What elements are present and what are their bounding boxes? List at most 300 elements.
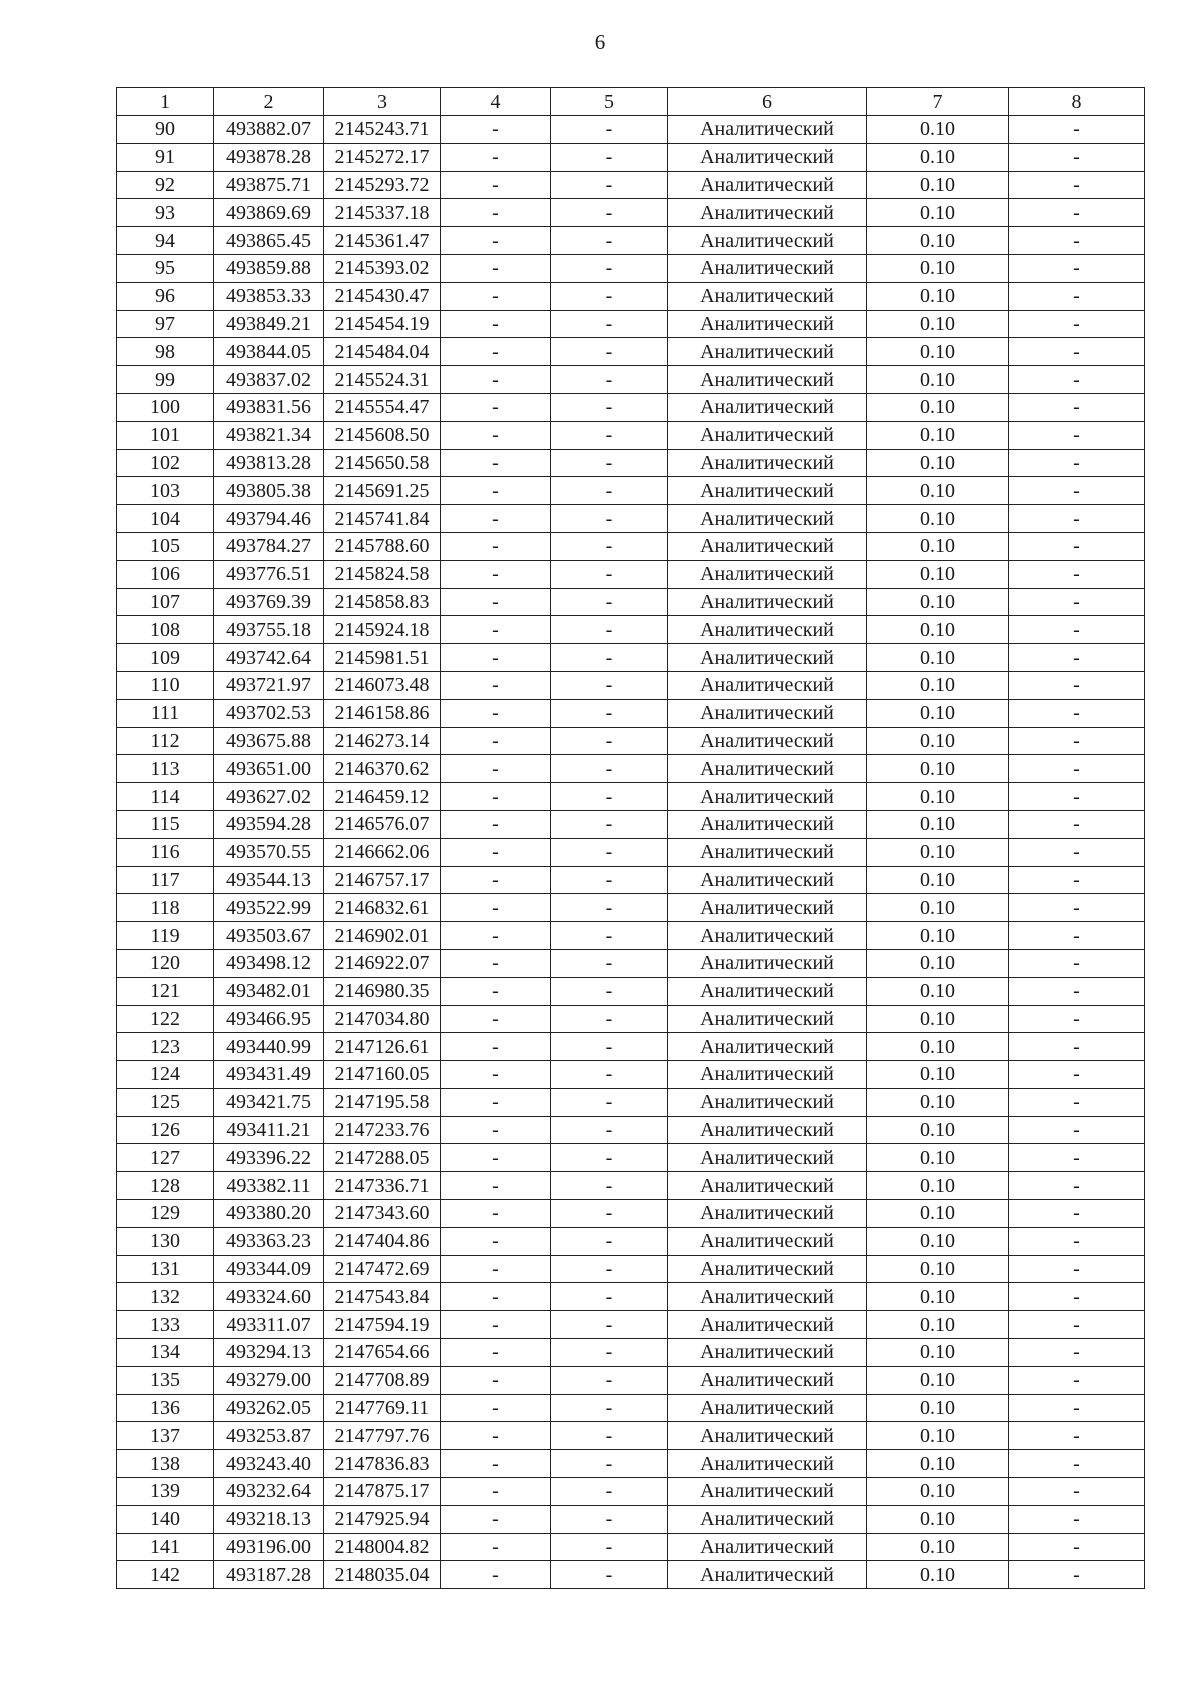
point-number-cell: 97 — [117, 310, 214, 338]
column-5-cell: - — [551, 366, 668, 394]
column-8-cell: - — [1009, 588, 1145, 616]
column-8-cell: - — [1009, 783, 1145, 811]
y-coordinate-cell: 2146757.17 — [324, 866, 441, 894]
accuracy-cell: 0.10 — [867, 616, 1009, 644]
column-8-cell: - — [1009, 505, 1145, 533]
table-row — [117, 310, 1145, 338]
column-4-cell: - — [441, 1200, 551, 1228]
method-cell: Аналитический — [668, 977, 867, 1005]
x-coordinate-cell: 493859.88 — [214, 254, 324, 282]
column-5-cell: - — [551, 171, 668, 199]
accuracy-cell: 0.10 — [867, 338, 1009, 366]
column-header-5: 5 — [551, 88, 668, 116]
column-5-cell: - — [551, 1061, 668, 1089]
column-5-cell: - — [551, 1005, 668, 1033]
x-coordinate-cell: 493503.67 — [214, 922, 324, 950]
column-5-cell: - — [551, 699, 668, 727]
accuracy-cell: 0.10 — [867, 1061, 1009, 1089]
method-cell: Аналитический — [668, 1561, 867, 1589]
column-8-cell: - — [1009, 171, 1145, 199]
table-row — [117, 116, 1145, 144]
x-coordinate-cell: 493805.38 — [214, 477, 324, 505]
table-row — [117, 254, 1145, 282]
accuracy-cell: 0.10 — [867, 699, 1009, 727]
accuracy-cell: 0.10 — [867, 254, 1009, 282]
table-row — [117, 1255, 1145, 1283]
y-coordinate-cell: 2147797.76 — [324, 1422, 441, 1450]
y-coordinate-cell: 2147925.94 — [324, 1505, 441, 1533]
accuracy-cell: 0.10 — [867, 671, 1009, 699]
column-5-cell: - — [551, 588, 668, 616]
column-8-cell: - — [1009, 644, 1145, 672]
table-row — [117, 143, 1145, 171]
column-4-cell: - — [441, 1450, 551, 1478]
table-row — [117, 366, 1145, 394]
y-coordinate-cell: 2145650.58 — [324, 449, 441, 477]
column-4-cell: - — [441, 1227, 551, 1255]
column-5-cell: - — [551, 143, 668, 171]
table-row — [117, 783, 1145, 811]
point-number-cell: 122 — [117, 1005, 214, 1033]
method-cell: Аналитический — [668, 254, 867, 282]
y-coordinate-cell: 2147654.66 — [324, 1339, 441, 1367]
y-coordinate-cell: 2146980.35 — [324, 977, 441, 1005]
method-cell: Аналитический — [668, 477, 867, 505]
table-row — [117, 171, 1145, 199]
x-coordinate-cell: 493702.53 — [214, 699, 324, 727]
y-coordinate-cell: 2146832.61 — [324, 894, 441, 922]
point-number-cell: 113 — [117, 755, 214, 783]
point-number-cell: 118 — [117, 894, 214, 922]
x-coordinate-cell: 493675.88 — [214, 727, 324, 755]
accuracy-cell: 0.10 — [867, 755, 1009, 783]
x-coordinate-cell: 493324.60 — [214, 1283, 324, 1311]
column-5-cell: - — [551, 810, 668, 838]
method-cell: Аналитический — [668, 282, 867, 310]
table-row — [117, 560, 1145, 588]
x-coordinate-cell: 493865.45 — [214, 227, 324, 255]
column-4-cell: - — [441, 1255, 551, 1283]
accuracy-cell: 0.10 — [867, 1394, 1009, 1422]
method-cell: Аналитический — [668, 1366, 867, 1394]
point-number-cell: 112 — [117, 727, 214, 755]
y-coordinate-cell: 2145243.71 — [324, 116, 441, 144]
accuracy-cell: 0.10 — [867, 1339, 1009, 1367]
method-cell: Аналитический — [668, 1450, 867, 1478]
column-header-8: 8 — [1009, 88, 1145, 116]
y-coordinate-cell: 2146158.86 — [324, 699, 441, 727]
column-4-cell: - — [441, 1172, 551, 1200]
column-8-cell: - — [1009, 1561, 1145, 1589]
point-number-cell: 98 — [117, 338, 214, 366]
point-number-cell: 142 — [117, 1561, 214, 1589]
column-5-cell: - — [551, 1505, 668, 1533]
method-cell: Аналитический — [668, 616, 867, 644]
column-4-cell: - — [441, 1088, 551, 1116]
point-number-cell: 96 — [117, 282, 214, 310]
column-8-cell: - — [1009, 1450, 1145, 1478]
method-cell: Аналитический — [668, 1505, 867, 1533]
column-8-cell: - — [1009, 1505, 1145, 1533]
column-5-cell: - — [551, 1311, 668, 1339]
x-coordinate-cell: 493382.11 — [214, 1172, 324, 1200]
x-coordinate-cell: 493431.49 — [214, 1061, 324, 1089]
column-8-cell: - — [1009, 1533, 1145, 1561]
table-row — [117, 727, 1145, 755]
y-coordinate-cell: 2145484.04 — [324, 338, 441, 366]
table-row — [117, 282, 1145, 310]
column-5-cell: - — [551, 894, 668, 922]
y-coordinate-cell: 2147836.83 — [324, 1450, 441, 1478]
column-5-cell: - — [551, 1394, 668, 1422]
column-5-cell: - — [551, 727, 668, 755]
point-number-cell: 125 — [117, 1088, 214, 1116]
x-coordinate-cell: 493311.07 — [214, 1311, 324, 1339]
accuracy-cell: 0.10 — [867, 1200, 1009, 1228]
column-5-cell: - — [551, 783, 668, 811]
column-4-cell: - — [441, 560, 551, 588]
point-number-cell: 111 — [117, 699, 214, 727]
accuracy-cell: 0.10 — [867, 449, 1009, 477]
x-coordinate-cell: 493498.12 — [214, 949, 324, 977]
column-5-cell: - — [551, 532, 668, 560]
table-row — [117, 1283, 1145, 1311]
column-5-cell: - — [551, 1144, 668, 1172]
column-5-cell: - — [551, 282, 668, 310]
point-number-cell: 123 — [117, 1033, 214, 1061]
point-number-cell: 126 — [117, 1116, 214, 1144]
method-cell: Аналитический — [668, 560, 867, 588]
header-row — [117, 88, 1145, 116]
column-4-cell: - — [441, 977, 551, 1005]
column-4-cell: - — [441, 1394, 551, 1422]
accuracy-cell: 0.10 — [867, 1033, 1009, 1061]
x-coordinate-cell: 493482.01 — [214, 977, 324, 1005]
y-coordinate-cell: 2145858.83 — [324, 588, 441, 616]
x-coordinate-cell: 493421.75 — [214, 1088, 324, 1116]
point-number-cell: 99 — [117, 366, 214, 394]
y-coordinate-cell: 2147875.17 — [324, 1478, 441, 1506]
method-cell: Аналитический — [668, 1478, 867, 1506]
x-coordinate-cell: 493380.20 — [214, 1200, 324, 1228]
table-row — [117, 755, 1145, 783]
y-coordinate-cell: 2148035.04 — [324, 1561, 441, 1589]
column-8-cell: - — [1009, 421, 1145, 449]
point-number-cell: 121 — [117, 977, 214, 1005]
column-8-cell: - — [1009, 1339, 1145, 1367]
table-row — [117, 1450, 1145, 1478]
point-number-cell: 104 — [117, 505, 214, 533]
column-5-cell: - — [551, 227, 668, 255]
point-number-cell: 131 — [117, 1255, 214, 1283]
x-coordinate-cell: 493594.28 — [214, 810, 324, 838]
x-coordinate-cell: 493243.40 — [214, 1450, 324, 1478]
table-row — [117, 1533, 1145, 1561]
column-header-6: 6 — [668, 88, 867, 116]
column-5-cell: - — [551, 449, 668, 477]
column-8-cell: - — [1009, 866, 1145, 894]
column-4-cell: - — [441, 671, 551, 699]
accuracy-cell: 0.10 — [867, 1311, 1009, 1339]
point-number-cell: 93 — [117, 199, 214, 227]
column-4-cell: - — [441, 532, 551, 560]
y-coordinate-cell: 2147343.60 — [324, 1200, 441, 1228]
column-8-cell: - — [1009, 616, 1145, 644]
table-row — [117, 1144, 1145, 1172]
method-cell: Аналитический — [668, 894, 867, 922]
point-number-cell: 132 — [117, 1283, 214, 1311]
accuracy-cell: 0.10 — [867, 505, 1009, 533]
accuracy-cell: 0.10 — [867, 588, 1009, 616]
column-5-cell: - — [551, 421, 668, 449]
table-row — [117, 477, 1145, 505]
y-coordinate-cell: 2146576.07 — [324, 810, 441, 838]
accuracy-cell: 0.10 — [867, 1283, 1009, 1311]
accuracy-cell: 0.10 — [867, 171, 1009, 199]
column-8-cell: - — [1009, 949, 1145, 977]
point-number-cell: 133 — [117, 1311, 214, 1339]
column-5-cell: - — [551, 949, 668, 977]
column-5-cell: - — [551, 338, 668, 366]
x-coordinate-cell: 493218.13 — [214, 1505, 324, 1533]
method-cell: Аналитический — [668, 1533, 867, 1561]
table-row — [117, 1005, 1145, 1033]
column-4-cell: - — [441, 727, 551, 755]
column-4-cell: - — [441, 699, 551, 727]
column-5-cell: - — [551, 116, 668, 144]
accuracy-cell: 0.10 — [867, 1366, 1009, 1394]
method-cell: Аналитический — [668, 1033, 867, 1061]
x-coordinate-cell: 493844.05 — [214, 338, 324, 366]
method-cell: Аналитический — [668, 644, 867, 672]
column-4-cell: - — [441, 477, 551, 505]
column-4-cell: - — [441, 616, 551, 644]
column-8-cell: - — [1009, 1311, 1145, 1339]
table-row — [117, 199, 1145, 227]
point-number-cell: 136 — [117, 1394, 214, 1422]
x-coordinate-cell: 493466.95 — [214, 1005, 324, 1033]
x-coordinate-cell: 493813.28 — [214, 449, 324, 477]
table-row — [117, 1116, 1145, 1144]
column-4-cell: - — [441, 171, 551, 199]
table-row — [117, 1422, 1145, 1450]
column-8-cell: - — [1009, 1422, 1145, 1450]
x-coordinate-cell: 493869.69 — [214, 199, 324, 227]
table-row — [117, 1088, 1145, 1116]
x-coordinate-cell: 493232.64 — [214, 1478, 324, 1506]
column-5-cell: - — [551, 1422, 668, 1450]
y-coordinate-cell: 2146073.48 — [324, 671, 441, 699]
table-header — [117, 88, 1145, 116]
table-row — [117, 227, 1145, 255]
table-row — [117, 449, 1145, 477]
y-coordinate-cell: 2145272.17 — [324, 143, 441, 171]
point-number-cell: 91 — [117, 143, 214, 171]
column-5-cell: - — [551, 1478, 668, 1506]
y-coordinate-cell: 2147288.05 — [324, 1144, 441, 1172]
y-coordinate-cell: 2146922.07 — [324, 949, 441, 977]
column-8-cell: - — [1009, 1394, 1145, 1422]
column-8-cell: - — [1009, 727, 1145, 755]
column-4-cell: - — [441, 199, 551, 227]
table-row — [117, 1505, 1145, 1533]
method-cell: Аналитический — [668, 810, 867, 838]
column-5-cell: - — [551, 755, 668, 783]
method-cell: Аналитический — [668, 421, 867, 449]
point-number-cell: 117 — [117, 866, 214, 894]
x-coordinate-cell: 493742.64 — [214, 644, 324, 672]
method-cell: Аналитический — [668, 1311, 867, 1339]
point-number-cell: 140 — [117, 1505, 214, 1533]
x-coordinate-cell: 493794.46 — [214, 505, 324, 533]
y-coordinate-cell: 2147594.19 — [324, 1311, 441, 1339]
table-row — [117, 1366, 1145, 1394]
y-coordinate-cell: 2145924.18 — [324, 616, 441, 644]
column-8-cell: - — [1009, 1200, 1145, 1228]
method-cell: Аналитический — [668, 171, 867, 199]
y-coordinate-cell: 2145361.47 — [324, 227, 441, 255]
column-5-cell: - — [551, 1172, 668, 1200]
point-number-cell: 124 — [117, 1061, 214, 1089]
method-cell: Аналитический — [668, 449, 867, 477]
point-number-cell: 116 — [117, 838, 214, 866]
table-row — [117, 810, 1145, 838]
column-5-cell: - — [551, 310, 668, 338]
column-8-cell: - — [1009, 1005, 1145, 1033]
method-cell: Аналитический — [668, 310, 867, 338]
table-row — [117, 1561, 1145, 1589]
column-8-cell: - — [1009, 1172, 1145, 1200]
point-number-cell: 129 — [117, 1200, 214, 1228]
accuracy-cell: 0.10 — [867, 116, 1009, 144]
x-coordinate-cell: 493363.23 — [214, 1227, 324, 1255]
column-5-cell: - — [551, 977, 668, 1005]
x-coordinate-cell: 493882.07 — [214, 116, 324, 144]
table-row — [117, 1478, 1145, 1506]
y-coordinate-cell: 2148004.82 — [324, 1533, 441, 1561]
y-coordinate-cell: 2145824.58 — [324, 560, 441, 588]
x-coordinate-cell: 493776.51 — [214, 560, 324, 588]
point-number-cell: 135 — [117, 1366, 214, 1394]
y-coordinate-cell: 2145337.18 — [324, 199, 441, 227]
x-coordinate-cell: 493411.21 — [214, 1116, 324, 1144]
x-coordinate-cell: 493849.21 — [214, 310, 324, 338]
point-number-cell: 130 — [117, 1227, 214, 1255]
table-row — [117, 699, 1145, 727]
y-coordinate-cell: 2145454.19 — [324, 310, 441, 338]
accuracy-cell: 0.10 — [867, 977, 1009, 1005]
column-4-cell: - — [441, 1505, 551, 1533]
y-coordinate-cell: 2147195.58 — [324, 1088, 441, 1116]
column-4-cell: - — [441, 143, 551, 171]
point-number-cell: 108 — [117, 616, 214, 644]
point-number-cell: 90 — [117, 116, 214, 144]
column-5-cell: - — [551, 560, 668, 588]
column-4-cell: - — [441, 338, 551, 366]
column-8-cell: - — [1009, 310, 1145, 338]
column-header-3: 3 — [324, 88, 441, 116]
y-coordinate-cell: 2145981.51 — [324, 644, 441, 672]
accuracy-cell: 0.10 — [867, 922, 1009, 950]
column-5-cell: - — [551, 671, 668, 699]
x-coordinate-cell: 493344.09 — [214, 1255, 324, 1283]
accuracy-cell: 0.10 — [867, 1561, 1009, 1589]
method-cell: Аналитический — [668, 1255, 867, 1283]
y-coordinate-cell: 2146370.62 — [324, 755, 441, 783]
column-4-cell: - — [441, 1061, 551, 1089]
accuracy-cell: 0.10 — [867, 421, 1009, 449]
y-coordinate-cell: 2147034.80 — [324, 1005, 441, 1033]
table-row — [117, 1227, 1145, 1255]
accuracy-cell: 0.10 — [867, 199, 1009, 227]
accuracy-cell: 0.10 — [867, 560, 1009, 588]
accuracy-cell: 0.10 — [867, 1172, 1009, 1200]
column-4-cell: - — [441, 1561, 551, 1589]
column-4-cell: - — [441, 116, 551, 144]
x-coordinate-cell: 493396.22 — [214, 1144, 324, 1172]
point-number-cell: 128 — [117, 1172, 214, 1200]
column-4-cell: - — [441, 366, 551, 394]
y-coordinate-cell: 2147336.71 — [324, 1172, 441, 1200]
y-coordinate-cell: 2145524.31 — [324, 366, 441, 394]
point-number-cell: 114 — [117, 783, 214, 811]
x-coordinate-cell: 493440.99 — [214, 1033, 324, 1061]
column-8-cell: - — [1009, 1116, 1145, 1144]
x-coordinate-cell: 493187.28 — [214, 1561, 324, 1589]
column-4-cell: - — [441, 505, 551, 533]
table-row — [117, 421, 1145, 449]
method-cell: Аналитический — [668, 755, 867, 783]
accuracy-cell: 0.10 — [867, 810, 1009, 838]
column-4-cell: - — [441, 644, 551, 672]
method-cell: Аналитический — [668, 1061, 867, 1089]
column-8-cell: - — [1009, 1088, 1145, 1116]
method-cell: Аналитический — [668, 1172, 867, 1200]
column-8-cell: - — [1009, 449, 1145, 477]
table-row — [117, 393, 1145, 421]
point-number-cell: 95 — [117, 254, 214, 282]
column-4-cell: - — [441, 1116, 551, 1144]
x-coordinate-cell: 493279.00 — [214, 1366, 324, 1394]
point-number-cell: 115 — [117, 810, 214, 838]
table-row — [117, 922, 1145, 950]
column-8-cell: - — [1009, 282, 1145, 310]
accuracy-cell: 0.10 — [867, 1005, 1009, 1033]
method-cell: Аналитический — [668, 1339, 867, 1367]
table-row — [117, 532, 1145, 560]
column-5-cell: - — [551, 1450, 668, 1478]
method-cell: Аналитический — [668, 1116, 867, 1144]
accuracy-cell: 0.10 — [867, 1255, 1009, 1283]
accuracy-cell: 0.10 — [867, 644, 1009, 672]
x-coordinate-cell: 493769.39 — [214, 588, 324, 616]
table-row — [117, 338, 1145, 366]
column-4-cell: - — [441, 894, 551, 922]
method-cell: Аналитический — [668, 532, 867, 560]
column-5-cell: - — [551, 505, 668, 533]
method-cell: Аналитический — [668, 727, 867, 755]
column-8-cell: - — [1009, 116, 1145, 144]
y-coordinate-cell: 2147126.61 — [324, 1033, 441, 1061]
table-row — [117, 866, 1145, 894]
column-8-cell: - — [1009, 671, 1145, 699]
column-4-cell: - — [441, 393, 551, 421]
column-8-cell: - — [1009, 227, 1145, 255]
y-coordinate-cell: 2147160.05 — [324, 1061, 441, 1089]
table-row — [117, 894, 1145, 922]
column-4-cell: - — [441, 838, 551, 866]
y-coordinate-cell: 2147404.86 — [324, 1227, 441, 1255]
